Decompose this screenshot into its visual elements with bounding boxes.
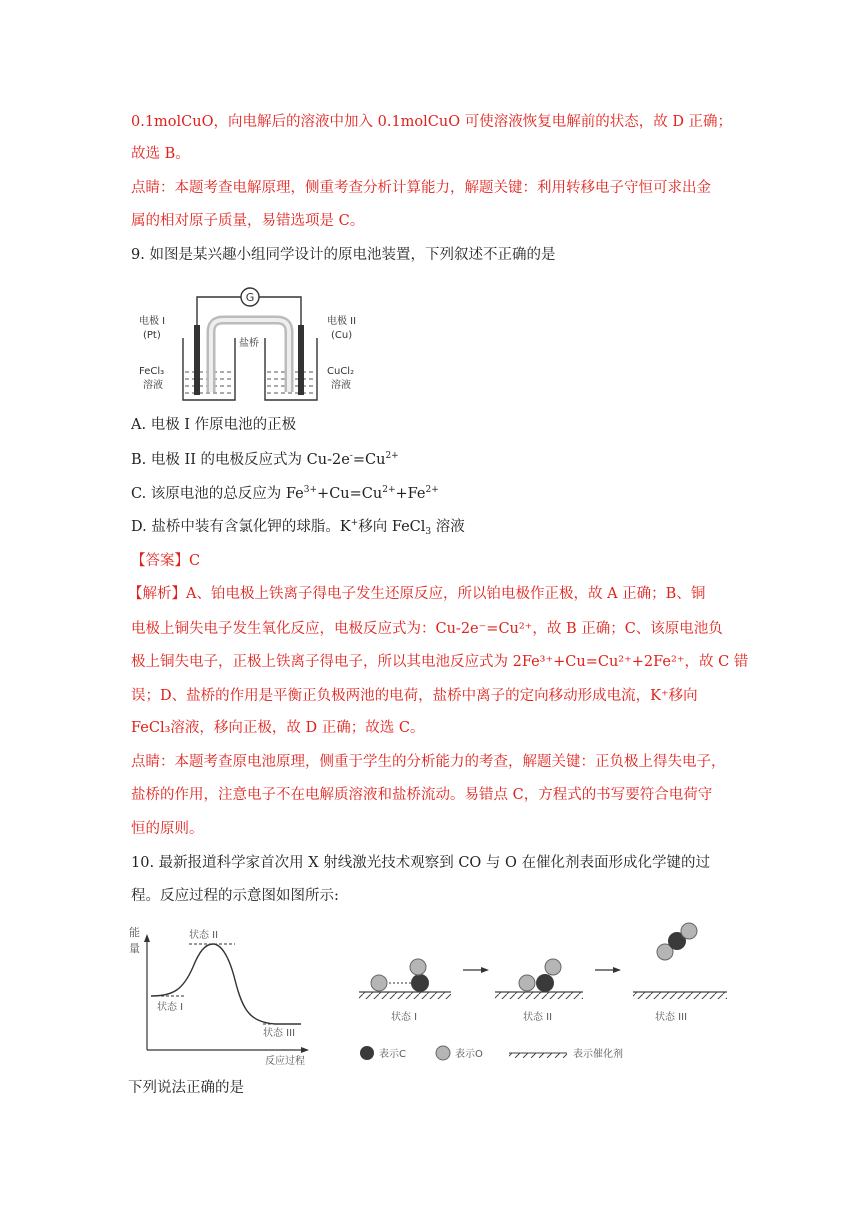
electrode-1-label: 电极 I bbox=[139, 316, 166, 327]
question-9-stem: 9. 如图是某兴趣小组同学设计的原电池装置，下列叙述不正确的是 bbox=[131, 247, 556, 263]
left-solution-label-2: 溶液 bbox=[143, 380, 163, 391]
option-d: D. 盐桥中装有含氯化钾的球脂。K+移向 FeCl$_3$ 溶液 bbox=[131, 518, 465, 537]
state-3-caption: 状态 III bbox=[655, 1012, 688, 1023]
state-1-caption: 状态 I bbox=[391, 1012, 418, 1023]
note-line: 恒的原则。 bbox=[131, 821, 204, 837]
galvanometer-label: G bbox=[245, 291, 255, 304]
carbon-legend-icon bbox=[360, 1046, 374, 1060]
salt-bridge-label: 盐桥 bbox=[239, 338, 259, 349]
y-axis-label: 能 bbox=[129, 926, 140, 939]
state-1-label: 状态 I bbox=[157, 1002, 184, 1013]
carbon-atom bbox=[411, 974, 429, 992]
right-solution-label: CuCl₂ bbox=[327, 366, 355, 377]
note-line: 点睛：本题考查电解原理，侧重考查分析计算能力，解题关键：利用转移电子守恒可求出金 bbox=[131, 180, 711, 196]
salt-bridge bbox=[211, 320, 289, 392]
electrode-pt bbox=[194, 325, 200, 395]
electrode-2-material: (Cu) bbox=[331, 330, 353, 341]
option-b: B. 电极 II 的电极反应式为 $Cu-2e^-=Cu^{2+}$ bbox=[131, 451, 399, 468]
left-solution-label: FeCl₃ bbox=[139, 366, 165, 377]
note-line: 盐桥的作用，注意电子不在电解质溶液和盐桥流动。易错点 C，方程式的书写要符合电荷守 bbox=[131, 787, 713, 803]
reaction-process-figure bbox=[355, 922, 735, 1067]
explanation-line: 误；D、盐桥的作用是平衡正负极两池的电荷，盐桥中离子的定向移动形成电流，K⁺移向 bbox=[131, 688, 698, 704]
explanation-line: 电极上铜失电子发生氧化反应，电极反应式为：Cu-2e⁻=Cu²⁺，故 B 正确；C、该原电池负 bbox=[131, 621, 723, 637]
note-line: 属的相对原子质量，易错选项是 C。 bbox=[131, 213, 365, 229]
question-10-stem-2: 程。反应过程的示意图如图所示: bbox=[131, 888, 339, 904]
oxygen-atom bbox=[681, 923, 697, 939]
option-a: A. 电极 I 作原电池的正极 bbox=[131, 417, 297, 433]
electrode-cu bbox=[298, 325, 304, 395]
explanation-line: 极上铜失电子，正极上铁离子得电子，所以其电池反应式为 2Fe³⁺+Cu=Cu²⁺+2Fe²⁺，故 C 错 bbox=[131, 654, 749, 670]
note-line: 点睛：本题考查原电池原理，侧重于学生的分析能力的考查，解题关键：正负极上得失电子， bbox=[131, 754, 726, 770]
legend bbox=[360, 1046, 623, 1060]
option-c: C. 该原电池的总反应为 $Fe^{3+}+Cu=Cu^{2+}+Fe^{2+}$ bbox=[131, 485, 439, 502]
oxygen-atom bbox=[519, 975, 535, 991]
state-3-label: 状态 III bbox=[263, 1028, 296, 1039]
answer-label: 【答案】C bbox=[131, 553, 201, 569]
energy-diagram-figure bbox=[125, 922, 325, 1067]
legend-carbon: 表示C bbox=[379, 1049, 406, 1060]
y-axis-label-2: 量 bbox=[129, 942, 140, 955]
question-10-stem: 10. 最新报道科学家首次用 X 射线激光技术观察到 CO 与 O 在催化剂表面形成化学键的过 bbox=[131, 855, 711, 871]
explanation-line: FeCl₃溶液，移向正极，故 D 正确；故选 C。 bbox=[131, 720, 425, 736]
catalyst-legend-icon bbox=[509, 1053, 567, 1058]
state-2-caption: 状态 II bbox=[523, 1012, 553, 1023]
oxygen-atom bbox=[371, 975, 387, 991]
oxygen-legend-icon bbox=[436, 1046, 450, 1060]
oxygen-atom bbox=[410, 959, 426, 975]
oxygen-atom bbox=[545, 959, 561, 975]
state-1-scene bbox=[359, 959, 451, 1023]
question-10-prompt: 下列说法正确的是 bbox=[128, 1080, 244, 1096]
right-solution-label-2: 溶液 bbox=[331, 380, 351, 391]
x-axis-label: 反应过程 bbox=[265, 1056, 305, 1067]
electrode-1-material: (Pt) bbox=[143, 330, 161, 341]
state-3-scene bbox=[633, 923, 727, 1023]
electrode-2-label: 电极 II bbox=[327, 316, 357, 327]
legend-catalyst: 表示催化剂 bbox=[573, 1049, 623, 1060]
explanation-line: 【解析】A、铂电极上铁离子得电子发生还原反应，所以铂电极作正极，故 A 正确；B、铜 bbox=[128, 586, 706, 602]
state-2-scene bbox=[495, 959, 583, 1023]
text-line: 故选 B。 bbox=[131, 146, 190, 162]
galvanic-cell-figure bbox=[135, 280, 375, 405]
legend-oxygen: 表示O bbox=[455, 1049, 483, 1060]
text-line: 0.1molCuO，向电解后的溶液中加入 0.1molCuO 可使溶液恢复电解前的状态，故 D 正确； bbox=[131, 114, 733, 130]
carbon-atom bbox=[536, 974, 554, 992]
state-2-label: 状态 II bbox=[189, 930, 219, 941]
